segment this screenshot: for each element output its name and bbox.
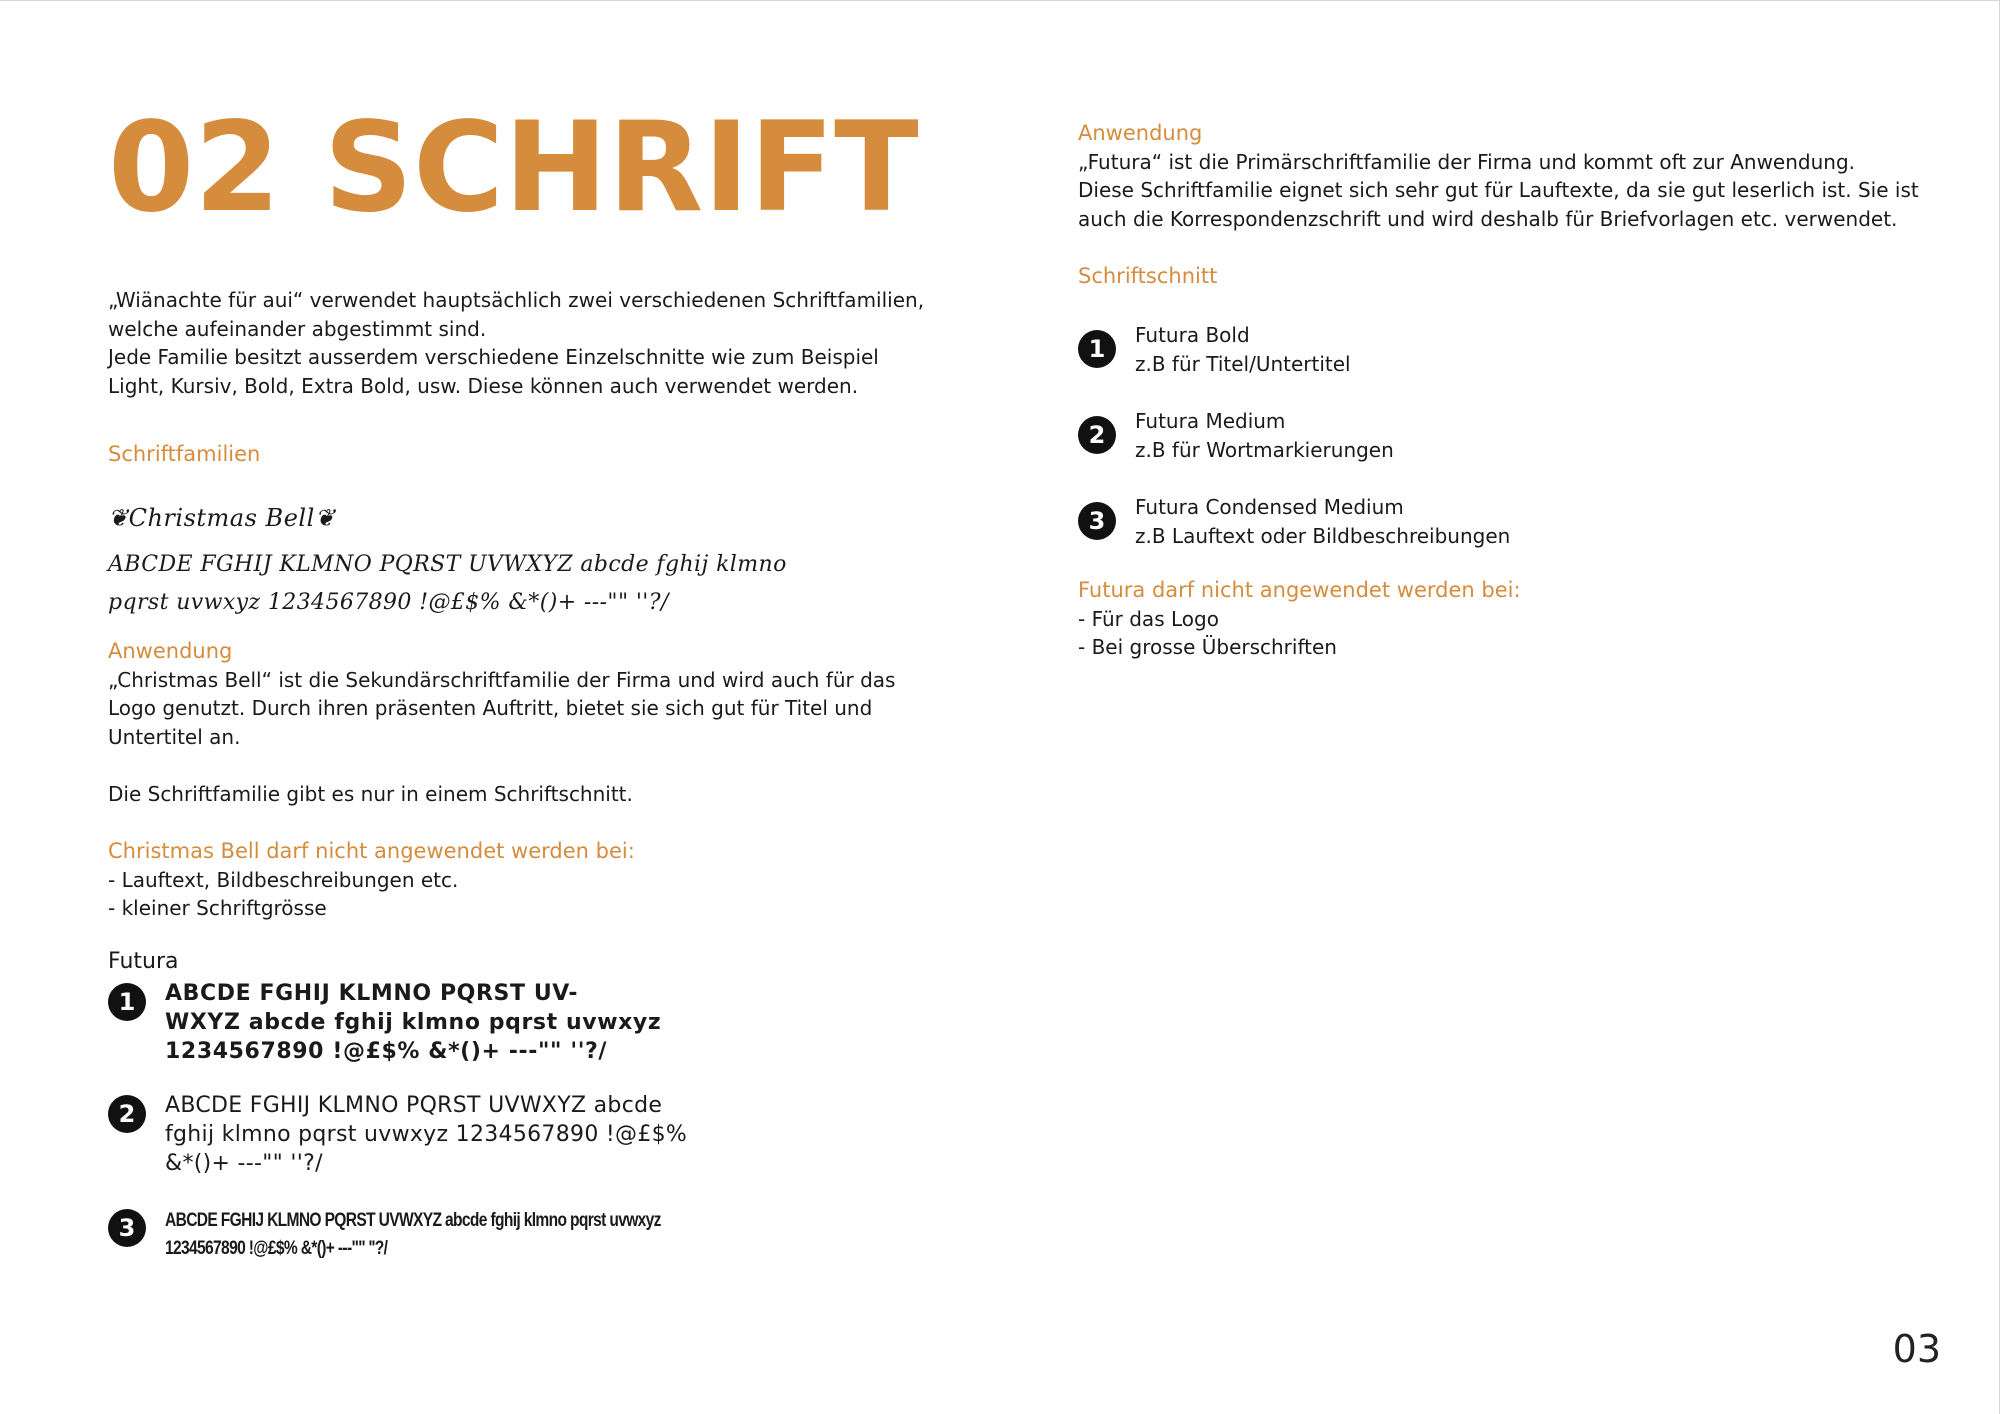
text-line: Logo genutzt. Durch ihren präsenten Auftritt, bietet sie sich gut für Titel und — [108, 696, 873, 720]
section-label-schriftfamilien: Schriftfamilien — [108, 442, 261, 466]
text-line: Untertitel an. — [108, 724, 241, 749]
cut-item — [1078, 407, 1394, 464]
sample-line: ABCDE FGHIJ KLMNO PQRST UVWXYZ abcde — [165, 1093, 663, 1118]
sample-line: ABCDE FGHIJ KLMNO PQRST UVWXYZ abcde fghij klmno — [108, 552, 787, 577]
text-line: auch die Korrespondenzschrift und wird deshalb für Briefvorlagen etc. verwendet. — [1078, 206, 1898, 231]
cut-text — [1135, 321, 1351, 378]
cut-text — [1135, 407, 1394, 464]
flourish-icon: ❦ — [314, 504, 336, 532]
sample-line: 1234567890 !@£$% &*()+ ---"" ''?/ — [165, 1238, 388, 1259]
flourish-icon: ❦ — [108, 504, 129, 532]
text-line: Diese Schriftfamilie eignet sich sehr gut für Lauftexte, da sie gut leserlich ist. Sie ist — [1078, 178, 1919, 202]
text-line: „Christmas Bell“ ist die Sekundärschriftfamilie der Firma und wird auch für das — [108, 667, 896, 692]
cut-name: Futura Condensed Medium — [1135, 495, 1404, 519]
text-line: „Futura“ ist die Primärschriftfamilie der Firma und kommt oft zur Anwendung. — [1078, 149, 1856, 174]
sample-line: &*()+ ---"" ''?/ — [165, 1151, 323, 1176]
futura-sample-condensed — [108, 1207, 865, 1263]
number-badge: 1 — [1078, 330, 1116, 368]
restriction-item: - kleiner Schriftgrösse — [108, 896, 327, 920]
page-title: 02 SCHRIFT — [108, 96, 919, 240]
christmas-bell-anwendung — [108, 637, 928, 751]
page-number: 03 — [1892, 1327, 1941, 1371]
cut-use: z.B für Wortmarkierungen — [1135, 437, 1394, 462]
sample-line: fghij klmno pqrst uvwxyz 1234567890 !@£$% — [165, 1122, 688, 1147]
cut-name: Futura Bold — [1135, 323, 1250, 347]
intro-text — [108, 286, 928, 400]
futura-anwendung — [1078, 119, 1938, 233]
restriction-item: - Lauftext, Bildbeschreibungen etc. — [108, 867, 459, 892]
sample-line: ABCDE FGHIJ KLMNO PQRST UV- — [165, 981, 579, 1006]
christmas-bell-sample — [108, 546, 868, 622]
section-label-schriftschnitt: Schriftschnitt — [1078, 264, 1218, 288]
number-badge: 2 — [108, 1095, 146, 1133]
number-badge: 3 — [108, 1209, 146, 1247]
cut-use: z.B Lauftext oder Bildbeschreibungen — [1135, 523, 1511, 548]
cut-item — [1078, 321, 1351, 378]
futura-sample-bold — [108, 979, 705, 1066]
christmas-bell-name-text: Christmas Bell — [128, 504, 315, 532]
futura-sample-medium — [108, 1091, 725, 1178]
cut-item — [1078, 493, 1510, 550]
futura-restrictions — [1078, 576, 1938, 662]
sample-line: WXYZ abcde fghij klmno pqrst uvwxyz — [165, 1010, 662, 1035]
sample-text — [165, 1207, 739, 1263]
futura-label: Futura — [108, 949, 179, 974]
sample-line: pqrst uvwxyz 1234567890 !@£$% &*()+ ---"" ''?/ — [108, 590, 669, 615]
cut-name: Futura Medium — [1135, 409, 1286, 433]
sample-line: 1234567890 !@£$% &*()+ ---"" ''?/ — [165, 1039, 608, 1064]
number-badge: 3 — [1078, 502, 1116, 540]
intro-line: „Wiänachte für aui“ verwendet hauptsächlich zwei verschiedenen Schriftfamilien, — [108, 288, 925, 312]
number-badge: 1 — [108, 983, 146, 1021]
restrictions-label: Futura darf nicht angewendet werden bei: — [1078, 578, 1521, 602]
section-label-anwendung: Anwendung — [108, 639, 233, 663]
christmas-bell-name — [108, 504, 335, 532]
restrictions-label: Christmas Bell darf nicht angewendet werden bei: — [108, 839, 635, 863]
cut-use: z.B für Titel/Untertitel — [1135, 351, 1351, 376]
sample-text — [165, 979, 705, 1066]
christmas-bell-restrictions — [108, 837, 928, 923]
intro-line: welche aufeinander abgestimmt sind. — [108, 316, 487, 341]
restriction-item: - Bei grosse Überschriften — [1078, 635, 1337, 659]
number-badge: 2 — [1078, 416, 1116, 454]
restriction-item: - Für das Logo — [1078, 606, 1219, 631]
sample-line: ABCDE FGHIJ KLMNO PQRST UVWXYZ abcde fghij klmno pqrst uvwxyz — [165, 1210, 661, 1231]
sample-text — [165, 1091, 725, 1178]
section-label-anwendung: Anwendung — [1078, 121, 1203, 145]
cut-text — [1135, 493, 1510, 550]
christmas-bell-single-cut: Die Schriftfamilie gibt es nur in einem Schriftschnitt. — [108, 782, 633, 806]
intro-line: Light, Kursiv, Bold, Extra Bold, usw. Diese können auch verwendet werden. — [108, 373, 859, 398]
intro-line: Jede Familie besitzt ausserdem verschiedene Einzelschnitte wie zum Beispiel — [108, 345, 879, 369]
